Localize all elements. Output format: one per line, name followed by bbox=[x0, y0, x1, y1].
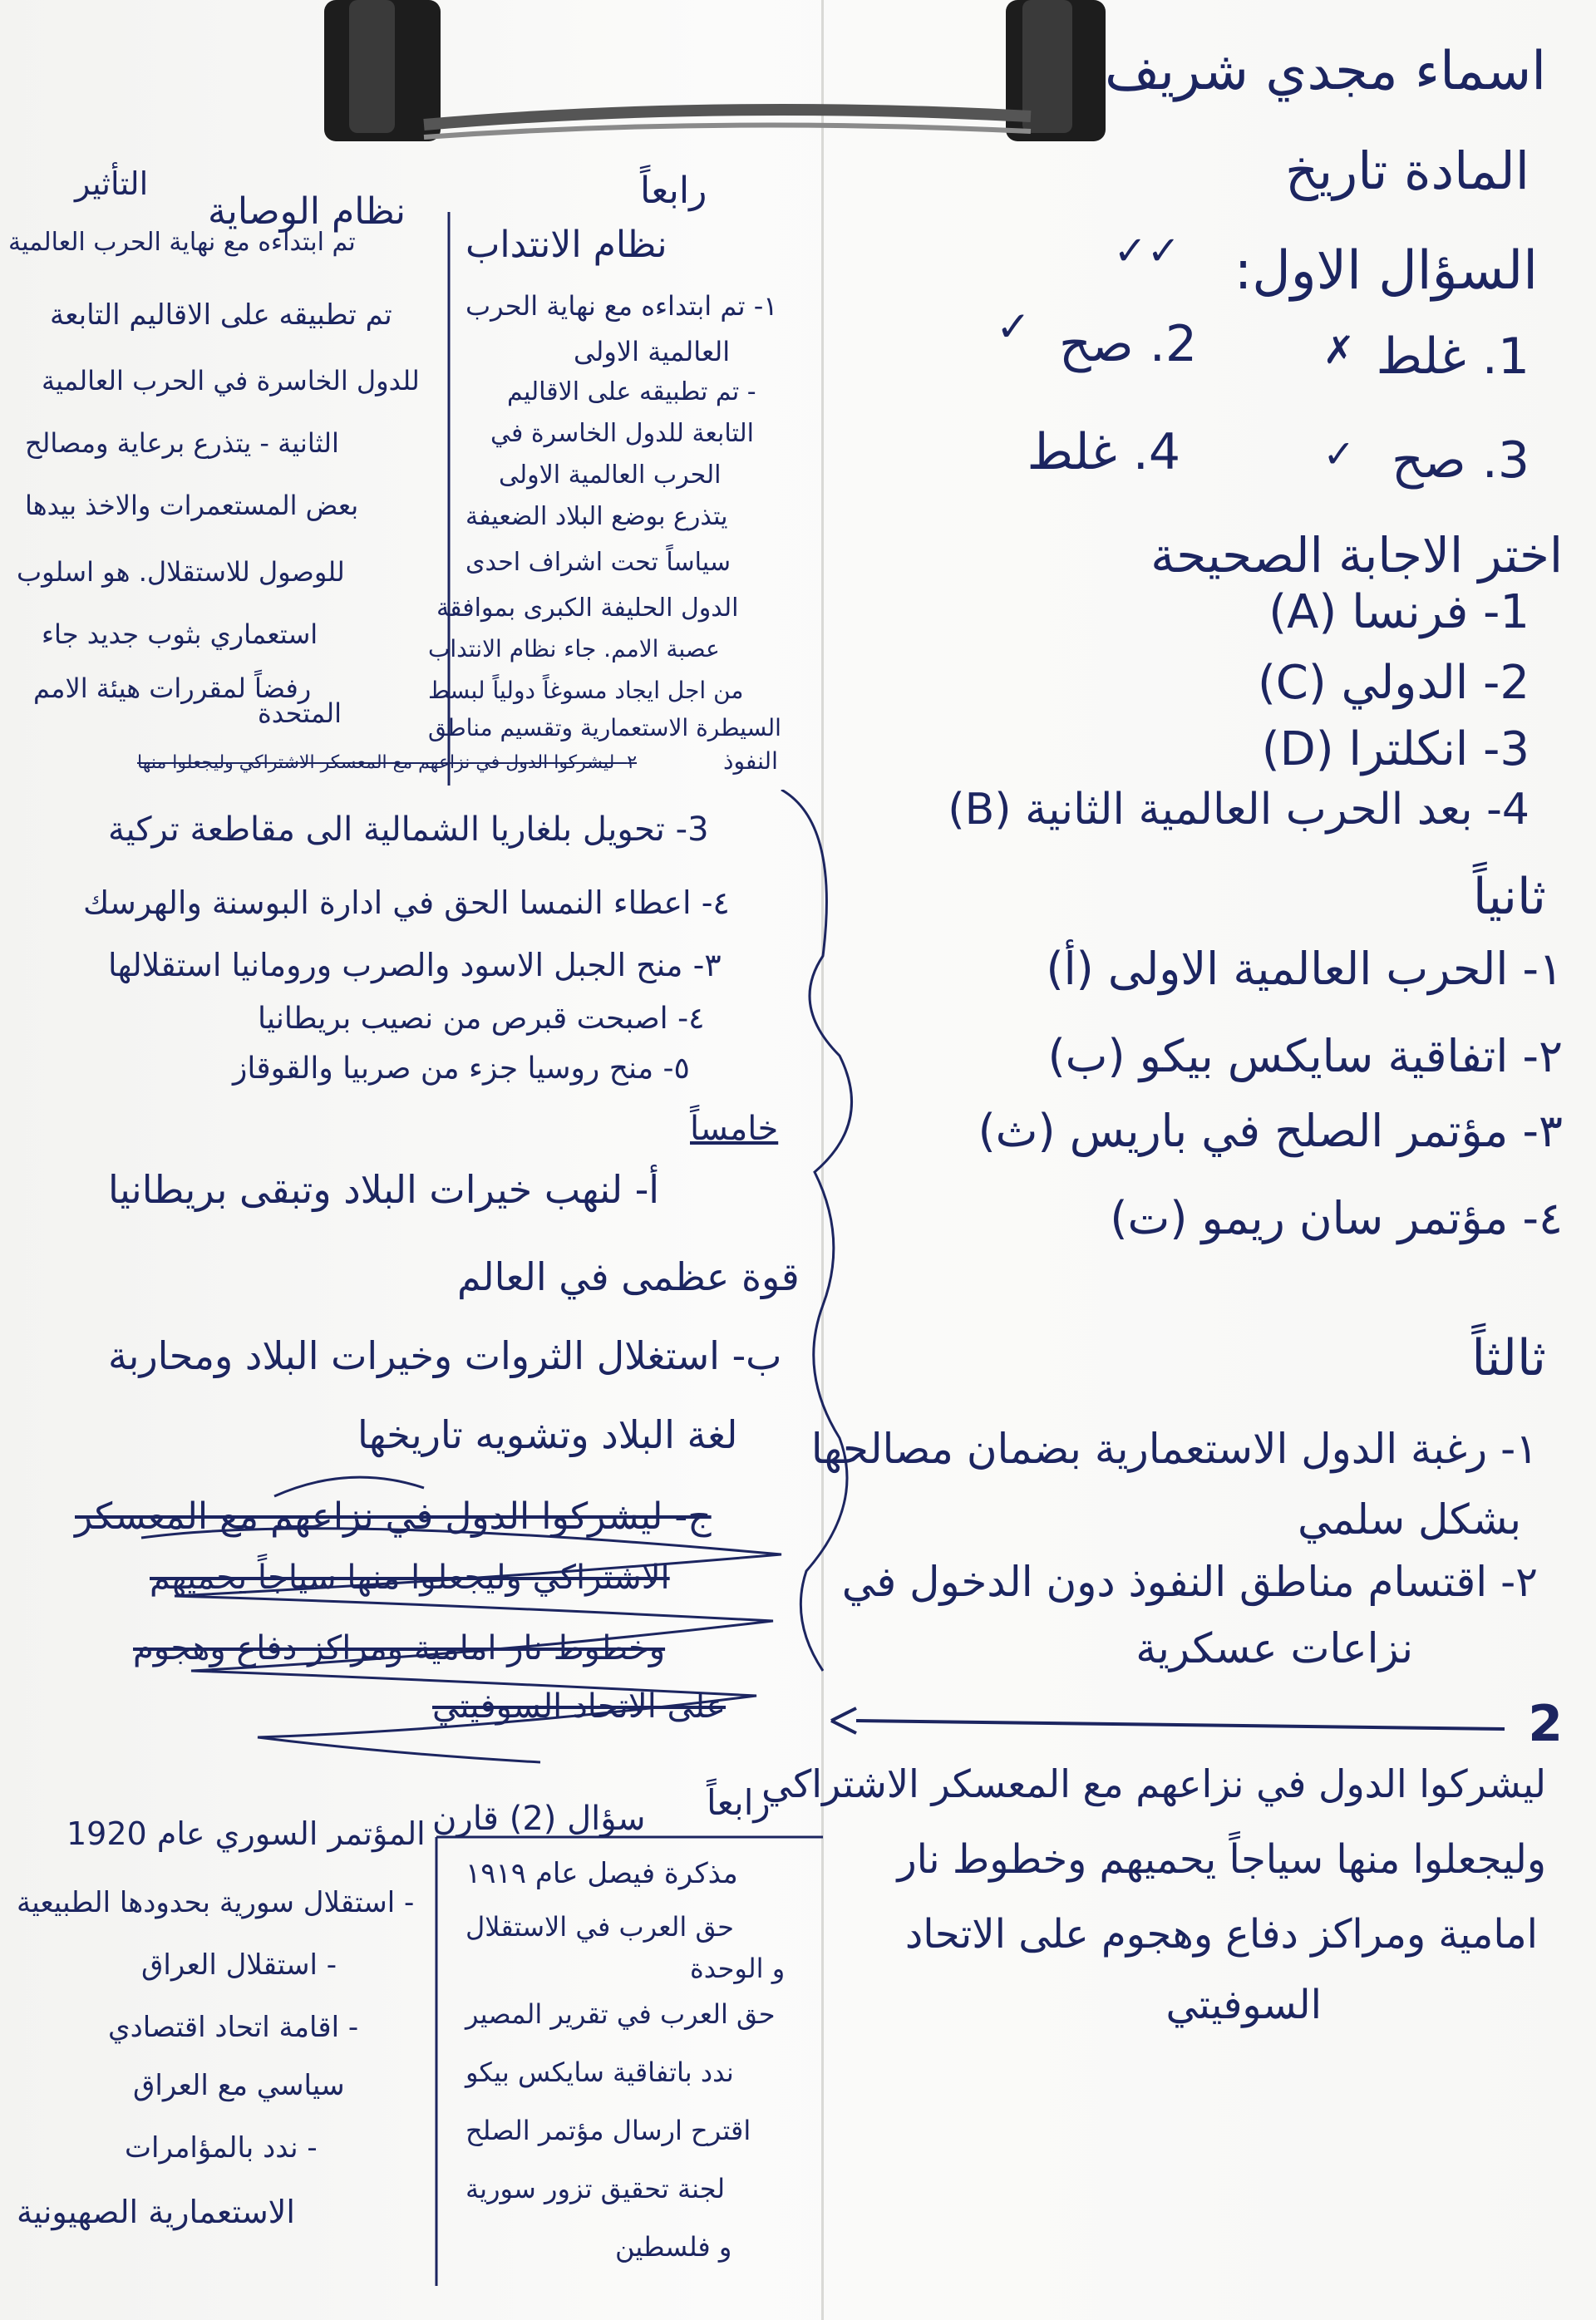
third-2-line-3: امامية ومراكز دفاع وهجوم على الاتحاد bbox=[904, 1911, 1538, 1958]
trustee-line-6: للوصول للاستقلال. هو اسلوب bbox=[17, 556, 345, 588]
congress-line-3: - اقامة اتحاد اقتصادي bbox=[108, 2011, 359, 2044]
trustee-line-8: رفضاً لمقررات هيئة الامم bbox=[33, 672, 312, 704]
mandate-line-10: من اجل ايجاد مسوغاً دولياً لبسط bbox=[428, 677, 744, 704]
mandate-line-8: الدول الحليفة الكبرى بموافقة bbox=[436, 594, 739, 623]
trustee-title: نظام الوصاية bbox=[208, 190, 406, 233]
faisal-line-1: مذكرة فيصل عام ١٩١٩ bbox=[466, 1857, 738, 1890]
mcq-item-2: 2- الدولي (C) bbox=[1257, 656, 1530, 710]
congress-line-2: - استقلال العراق bbox=[141, 1948, 337, 1982]
third-line-3: ٢- اقتسام مناطق النفوذ دون الدخول في bbox=[841, 1558, 1538, 1606]
third-line-1: ١- رغبة الدول الاستعمارية بضمان مصالحها bbox=[810, 1425, 1538, 1473]
list2-item-2: ٤- اعطاء النمسا الحق في ادارة البوسنة والهرسك bbox=[83, 884, 730, 921]
congress-line-5: - ندد بالمؤامرات bbox=[125, 2131, 318, 2165]
mandate-line-2: العالمية الاولى bbox=[574, 336, 731, 367]
faisal-line-6: اقترح ارسال مؤتمر الصلح bbox=[466, 2115, 751, 2146]
tf-mark-1: ✗ bbox=[1323, 328, 1355, 372]
faisal-line-4: حق العرب في تقرير المصير bbox=[466, 1998, 776, 2030]
match-item-3: ٣- مؤتمر الصلح في باريس (ث) bbox=[978, 1105, 1563, 1157]
list2-item-5: ٥- منح روسيا جزء من صربيا والقوقاز bbox=[233, 1052, 690, 1086]
section-three-title: ثالثاً bbox=[1471, 1329, 1546, 1387]
list2-item-1: 3- تحويل بلغاريا الشمالية الى مقاطعة تركية bbox=[108, 810, 709, 849]
q2-label: سؤال (2) قارن bbox=[432, 1800, 646, 1838]
mcq-item-1: 1- فرنسا (A) bbox=[1268, 585, 1530, 639]
third-line-4: نزاعات عسكرية bbox=[1135, 1624, 1413, 1672]
faisal-line-3: و الوحدة bbox=[690, 1953, 786, 1984]
scribble-out bbox=[75, 1463, 806, 1779]
mandate-line-6: يتذرع بوضع البلاد الضعيفة bbox=[466, 502, 728, 531]
congress-line-1: - استقلال سورية بحدودها الطبيعية bbox=[17, 1886, 415, 1919]
congress-title: المؤتمر السوري عام 1920 bbox=[66, 1815, 426, 1852]
mandate-line-4: التابعة للدول الخاسرة في bbox=[490, 419, 755, 448]
q1-title: السؤال الاول: bbox=[1234, 240, 1538, 302]
tf-mark-3: ✓ bbox=[996, 303, 1031, 351]
trustee-line-9: المتحدة bbox=[258, 697, 342, 729]
mandate-line-7: سياساً تحت اشراف احدى bbox=[466, 548, 731, 577]
mandate-title: نظام الانتداب bbox=[466, 224, 667, 266]
trustee-line-5: بعض المستعمرات والاخذ بيدها bbox=[25, 490, 359, 521]
trustee-line-4: الثانية - يتذرع برعاية ومصالح bbox=[25, 427, 339, 459]
faisal-line-7: لجنة تحقيق تزور سورية bbox=[466, 2173, 726, 2204]
grade-marks: ✓✓ bbox=[1113, 228, 1180, 274]
mcq-title: اختر الاجابة الصحيحة bbox=[1150, 527, 1563, 584]
mandate-line-12: النفوذ bbox=[723, 747, 778, 775]
fifth-line-2: قوة عظمى في العالم bbox=[457, 1254, 800, 1299]
trustee-heading: التأثير bbox=[75, 165, 149, 202]
trustee-line-7: استعماري بثوب جديد جاء bbox=[42, 618, 318, 650]
fifth-line-4: لغة البلاد وتشويه تاريخها bbox=[357, 1412, 738, 1457]
third-line-2: بشكل سلمي bbox=[1298, 1495, 1521, 1544]
third-2-line-4: السوفيتي bbox=[1165, 1982, 1322, 2028]
faisal-line-8: و فلسطين bbox=[615, 2231, 732, 2263]
fourth-title-top: رابعاً bbox=[640, 170, 707, 212]
mandate-line-5: الحرب العالمية الاولى bbox=[499, 461, 722, 490]
struck-block-line-1: ج- ليشركوا الدول في نزاعهم مع المعسكر bbox=[75, 1495, 712, 1538]
list2-item-4: ٤- اصبحت قبرص من نصيب بريطانيا bbox=[258, 1002, 705, 1036]
student-name: اسماء مجدي شريف bbox=[1105, 41, 1546, 102]
mandate-line-3: - تم تطبيقه على الاقاليم bbox=[507, 377, 756, 406]
congress-line-6: الاستعمارية الصهيونية bbox=[17, 2194, 295, 2230]
match-item-2: ٢- اتفاقية سايكس بيكو (ب) bbox=[1047, 1030, 1563, 1082]
fourth-title: رابعاً bbox=[707, 1782, 771, 1823]
mandate-line-9: عصبة الامم. جاء نظام الانتداب bbox=[428, 635, 720, 663]
struck-block-line-2: الاشتراكي وليجعلوا منها سياجاً يحميهم bbox=[150, 1559, 670, 1597]
mandate-line-11: السيطرة الاستعمارية وتقسيم مناطق bbox=[428, 714, 781, 741]
congress-line-4: سياسي مع العراق bbox=[133, 2069, 345, 2102]
match-item-4: ٤- مؤتمر سان ريمو (ت) bbox=[1110, 1192, 1563, 1244]
mcq-item-4: 4- بعد الحرب العالمية الثانية (B) bbox=[948, 785, 1530, 835]
section-two-title: ثانياً bbox=[1472, 868, 1546, 926]
binder-clip bbox=[324, 0, 1106, 158]
tf-item-4: 4. غلط bbox=[1027, 423, 1180, 481]
tf-item-1: 1. غلط bbox=[1376, 328, 1530, 386]
trustee-line-3: للدول الخاسرة في الحرب العالمية bbox=[42, 365, 420, 397]
faisal-line-2: حق العرب في الاستقلال bbox=[466, 1911, 734, 1943]
struck-line: ٢- ليشركوا الدول في نزاعهم مع المعسكر الاشتراكي وليجعلوا منها bbox=[137, 752, 638, 773]
fifth-line-1: أ- لنهب خيرات البلاد وتبقى بريطانيا bbox=[108, 1167, 660, 1212]
match-item-1: ١- الحرب العالمية الاولى (أ) bbox=[1046, 943, 1563, 995]
answer-arrow-line bbox=[823, 1687, 1571, 1771]
binder-clip-drawing bbox=[324, 0, 1106, 158]
third-2-line-2: وليجعلوا منها سياجاً يحميهم وخطوط نار bbox=[897, 1836, 1546, 1883]
compare-table-divider bbox=[441, 212, 457, 794]
tf-item-3: 2. صح bbox=[1058, 315, 1197, 373]
trustee-line-2: تم تطبيقه على الاقاليم التابعة bbox=[50, 298, 392, 332]
mandate-line-1: ١- تم ابتداءه مع نهاية الحرب bbox=[466, 290, 778, 322]
tf-item-2: 3. صح bbox=[1391, 431, 1530, 490]
trustee-line-1: تم ابتداءه مع نهاية الحرب العالمية bbox=[8, 228, 356, 257]
tf-mark-2: ✓ bbox=[1323, 431, 1355, 476]
struck-block-line-4: على الاتحاد السوفيتي bbox=[432, 1687, 727, 1726]
wavy-connector bbox=[773, 790, 914, 1704]
faisal-line-5: ندد باتفاقية سايكس بيكو bbox=[466, 2056, 734, 2088]
third-2-label: 2 bbox=[1528, 1695, 1563, 1753]
struck-block-line-3: وخطوط نار امامية ومراكز دفاع وهجوم bbox=[133, 1629, 666, 1667]
list2-item-3: ٣- منح الجبل الاسود والصرب ورومانيا استقلالها bbox=[108, 947, 722, 983]
third-2-line-1: ليشركوا الدول في نزاعهم مع المعسكر الاشتراكي bbox=[761, 1761, 1546, 1806]
subject-line: المادة تاريخ bbox=[1284, 140, 1530, 201]
fifth-title: خامساً bbox=[690, 1110, 779, 1148]
mcq-item-3: 3- انكلترا (D) bbox=[1261, 722, 1530, 776]
fifth-line-3: ب- استغلال الثروات وخيرات البلاد ومحاربة bbox=[108, 1333, 782, 1378]
